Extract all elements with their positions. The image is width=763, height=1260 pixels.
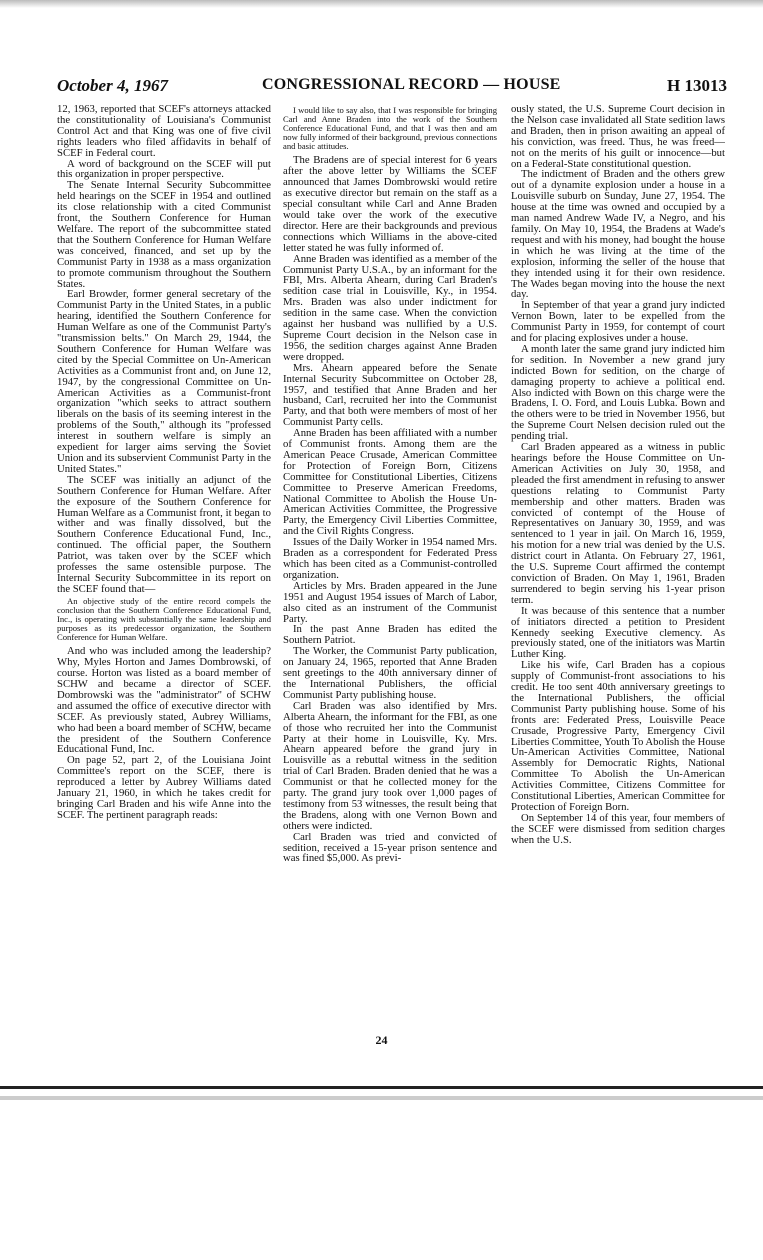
header-date: October 4, 1967 [57,76,168,95]
paragraph: Carl Braden was also identified by Mrs. Alberta Ahearn, the informant for the FBI, as one of those who recruited her into the Communist Party at their home in Louisville, Ky. Mrs. Ahearn appeared before the grand jury in Louisville as a rebuttal witness in the sedition trial of Carl Braden. Braden denied that he was a Communist or that he collected money for the party. The grand jury took over 1,000 pages of testimony from 53 witnesses, the result being that the Bradens, along with one Vernon Bown and others were indicted. [283,699,497,832]
top-scan-edge [0,0,763,8]
paragraph: Anne Braden was identified as a member of the Communist Party U.S.A., by an informant for the FBI, Mrs. Alberta Ahearn, during Carl Braden's sedition case trial in Louisville, Ky., in 1954. Mrs. Braden was also under indictment for sedition in the same case. When the conviction against her husband was nullified by a U.S. Supreme Court decision in the Nelson case in 1956, the sedition charges against Anne Braden were dropped. [283,252,497,363]
paragraph: A word of background on the SCEF will put this organization in proper perspective. [57,157,271,181]
text-column-3 [511,104,725,846]
paragraph: ously stated, the U.S. Supreme Court decision in the Nelson case invalidated all State sedition laws and Braden, then in prison awaiting an appeal of his conviction, was freed. Thus, he was freed—not on the merits of his guilt or innocence—but on a Federal-State constitutional question. [511,103,725,170]
paragraph: Issues of the Daily Worker in 1954 named Mrs. Braden as a correspondent for Federated Press which has been cited as a Communist-controlled organization. [283,536,497,581]
paragraph: On September 14 of this year, four members of the SCEF were dismissed from sedition charges when the U.S. [511,811,725,846]
paragraph: The Worker, the Communist Party publication, on January 24, 1965, reported that Anne Braden sent greetings to the 40th anniversary dinner of the International Publishers, the official Communist Party publishing house. [283,645,497,701]
text-column-2 [283,104,497,864]
paragraph: Carl Braden appeared as a witness in public hearings before the House Committee on Un-American Activities on July 30, 1958, and pleaded the first amendment in refusing to answer questions relating to Communist Party membership and other matters. Braden was convicted of contempt of the House of Representatives on January 30, 1959, and was sentenced to 1 year in jail. On March 16, 1959, his motion for a new trial was denied by the U.S. district court in Atlanta. On February 27, 1961, the U.S. Supreme Court affirmed the contempt conviction of Braden. On May 1, 1961, Braden surrendered to begin serving his 1-year prison term. [511,441,725,606]
paragraph: Articles by Mrs. Braden appeared in the June 1951 and August 1954 issues of March of Labor, also cited as an instrument of the Communist Party. [283,579,497,625]
paragraph: In September of that year a grand jury indicted Vernon Bown, later to be expelled from the Communist Party in 1959, for contempt of court and for placing explosives under a house. [511,299,725,345]
header-title: CONGRESSIONAL RECORD — HOUSE [262,76,561,93]
paragraph: An objective study of the entire record compels the conclusion that the Southern Conference Educational Fund, Inc., is operating with substantially the same leadership and purposes as its predecessor organization, the Southern Conference for Human Welfare. [57,595,271,643]
text-column-1 [57,104,271,821]
paragraph: Like his wife, Carl Braden has a copious supply of Communist-front associations to his credit. He too sent 40th anniversary greetings to the International Publishers, the official Communist Party publishing house. Some of his fronts are: Federated Press, Louisville Peace Crusade, Progressive Party, Emergency Civil Liberties Committee, Youth To Abolish the House Un-American Activities Committee, National Assembly for Democratic Rights, National Committee To Abolish the Un-American Activities Committee, Citizens Committee for Constitutional Liberties, American Committee for Protection of Foreign Born. [511,659,725,813]
paragraph: It was because of this sentence that a number of initiators directed a petition to President Kennedy seeking Executive clemency. As previously stated, one of the initiators was Martin Luther King. [511,604,725,661]
paragraph: The Senate Internal Security Subcommittee held hearings on the SCEF in 1954 and outlined its close relationship with a cited Communist front, the Southern Conference for Human Welfare. The report of the subcommittee stated that the Southern Conference for Human Welfare was conceived, financed, and set up by the Communist Party in 1938 as a mass organization to promote communism throughout the Southern States. [57,179,271,290]
paragraph: The Bradens are of special interest for 6 years after the above letter by Williams the SCEF announced that James Dombrowski would retire as executive director but remain on the staff as a special consultant while Carl and Anne Braden would take over the work of the executive director. Here are their backgrounds and previous connections which Williams in the above-cited letter stated he was fully informed of. [283,154,497,254]
header-page-number: H 13013 [667,76,727,95]
paragraph: Carl Braden was tried and convicted of sedition, received a 15-year prison sentence and was fined $5,000. As previ- [283,830,497,865]
paragraph: A month later the same grand jury indicted him for sedition. In November a new grand jury indicted Bown for sedition, on the charge of damaging property to achieve a political end. Also indicted with Bown on this charge were the Bradens, I. O. Ford, and Louis Lubka. Bown and the others were to be tried in November 1956, but the Supreme Court Nelsen decision ruled out the pending trial. [511,342,725,443]
bottom-scan-edge [0,1096,763,1100]
paragraph: The SCEF was initially an adjunct of the Southern Conference for Human Welfare. After the exposure of the Southern Conference for Human Welfare as a Communist front, it began to wither and was finally dissolved, but the Southern Conference Educational Fund, Inc., continued. The official paper, the Southern Patriot, was taken over by the SCEF which professes the same ostensible purpose. The Internal Security Subcommittee in its report on the SCEF found that— [57,473,271,595]
paragraph: In the past Anne Braden has edited the Southern Patriot. [283,623,497,647]
paragraph: Mrs. Ahearn appeared before the Senate Internal Security Subcommittee on October 28, 1957, and testified that Anne Braden and her husband, Carl, recruited her into the Communist Party, and that both were members of most of her Communist Party cells. [283,361,497,429]
paragraph: The indictment of Braden and the others grew out of a dynamite explosion under a house in a Louisville suburb on Sunday, June 27, 1954. The house at the time was owned and occupied by a man named Andrew Wade IV, a Negro, and his family. On May 10, 1954, the Bradens at Wade's request and with his money, had bought the house in which he was living at the time of the explosion, informing the seller of the house that they intended using it for their own residence. The Wades began moving into the house the next day. [511,168,725,301]
paragraph: On page 52, part 2, of the Louisiana Joint Committee's report on the SCEF, there is reproduced a letter by Aubrey Williams dated January 21, 1960, in which he takes credit for bringing Carl Braden and his wife Anne into the SCEF. The pertinent paragraph reads: [57,754,271,821]
paragraph: I would like to say also, that I was responsible for bringing Carl and Anne Braden into the work of the Southern Conference Educational Fund, and that I was then and am now fully informed of their background, previous connections and basic attitudes. [283,105,497,152]
page-header [57,76,727,98]
paragraph: Anne Braden has been affiliated with a number of Communist fronts. Among them are the American Peace Crusade, American Committee for Protection of Foreign Born, Citizens Committee for Constitutional Liberties, Citizens Committee to Preserve American Freedoms, National Committee to Abolish the House Un-American Activities Committee, the Progressive Party, the Emergency Civil Liberties Committee, and the Civil Rights Congress. [283,427,497,538]
footer-page-number: 24 [375,1033,388,1047]
paragraph: 12, 1963, reported that SCEF's attorneys attacked the constitutionality of Louisiana's Communist Control Act and that King was one of five civil rights leaders who filed affidavits in behalf of SCEF in Federal court. [57,103,271,159]
paragraph: And who was included among the leadership? Why, Myles Horton and James Dombrowski, of course. Horton was listed as a board member of SCHW and became a director of SCEF. Dombrowski was the "administrator" of SCHW and assumed the office of executive director with SCEF. As previously stated, Aubrey Williams, who had been a board member of SCHW, became the president of the Southern Conference Educational Fund, Inc. [57,645,271,756]
paragraph: Earl Browder, former general secretary of the Communist Party in the United States, in a public hearing, identified the Southern Conference for Human Welfare as one of the Communist Party's "transmission belts." On March 29, 1944, the Southern Conference for Human Welfare was cited by the Special Committee on Un-American Activities as a Communist front and, on June 12, 1947, by the congressional Committee on Un-American Activities as a Communist-front organization "which seeks to attract southern liberals on the basis of its seeming interest in the problems of the South," although its "professed interest in southern welfare is simply an expedient for larger aims serving the Soviet Union and its subservient Communist Party in the United States." [57,288,271,475]
